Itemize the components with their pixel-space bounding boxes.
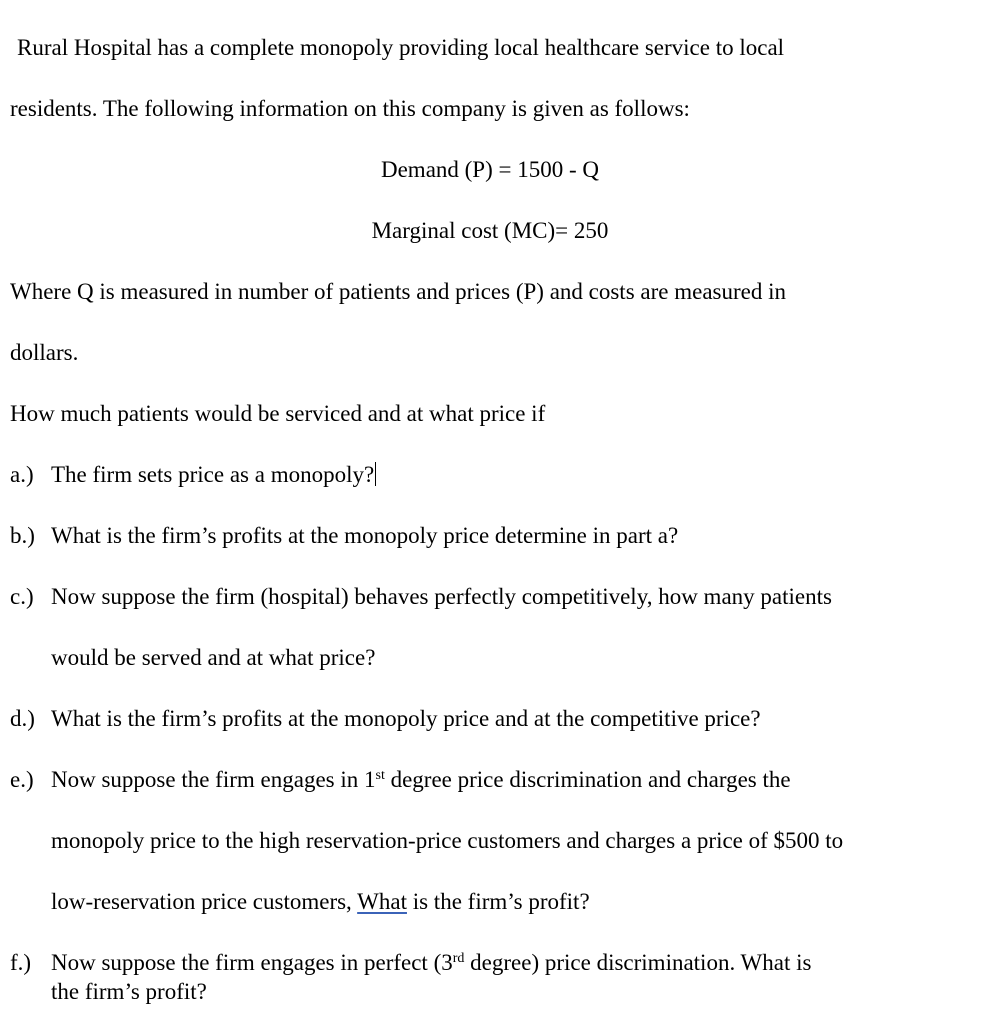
question-e-line-1-pre: Now suppose the firm engages in 1 bbox=[51, 767, 376, 792]
question-c bbox=[10, 583, 832, 611]
question-e-line-3-post: is the firm’s profit? bbox=[406, 889, 590, 914]
intro-line-1: Rural Hospital has a complete monopoly providing local healthcare service to local bbox=[17, 35, 785, 60]
question-f-superscript: rd bbox=[452, 951, 465, 966]
question-f-line-1-pre: Now suppose the firm engages in perfect (3 bbox=[51, 950, 453, 975]
question-b-text: What is the firm’s profits at the monopoly price determine in part a? bbox=[51, 523, 679, 548]
question-e-line-2: monopoly price to the high reservation-price customers and charges a price of $500 to bbox=[51, 828, 844, 853]
question-prompt: How much patients would be serviced and at what price if bbox=[10, 401, 546, 426]
spellcheck-underlined-word[interactable]: What bbox=[357, 889, 407, 914]
question-e-superscript: st bbox=[375, 768, 385, 783]
question-e-line-1-post: degree price discrimination and charges the bbox=[384, 767, 791, 792]
context-line-1: Where Q is measured in number of patients and prices (P) and costs are measured in bbox=[10, 279, 786, 304]
question-b-label: b.) bbox=[10, 523, 35, 548]
context-line-2: dollars. bbox=[10, 340, 79, 365]
question-c-line-2: would be served and at what price? bbox=[51, 645, 376, 670]
question-d bbox=[10, 705, 761, 733]
question-e-line-3-pre: low-reservation price customers, bbox=[51, 889, 358, 914]
question-e-line-3 bbox=[51, 888, 590, 916]
question-f bbox=[10, 949, 811, 977]
question-a-label: a.) bbox=[10, 462, 34, 487]
intro-line-2: residents. The following information on this company is given as follows: bbox=[10, 96, 690, 121]
question-f-line-2: the firm’s profit? bbox=[51, 979, 207, 1004]
text-cursor bbox=[375, 462, 376, 486]
question-a bbox=[10, 461, 376, 489]
question-d-text: What is the firm’s profits at the monopoly price and at the competitive price? bbox=[51, 706, 761, 731]
question-f-line-1-post: degree) price discrimination. What is bbox=[464, 950, 812, 975]
question-e bbox=[10, 766, 791, 794]
question-c-label: c.) bbox=[10, 584, 34, 609]
question-c-line-1: Now suppose the firm (hospital) behaves perfectly competitively, how many patients bbox=[51, 584, 832, 609]
question-f-label: f.) bbox=[10, 950, 32, 975]
question-b bbox=[10, 522, 678, 550]
question-a-text: The firm sets price as a monopoly? bbox=[51, 462, 375, 487]
question-d-label: d.) bbox=[10, 706, 35, 731]
demand-equation: Demand (P) = 1500 - Q bbox=[380, 157, 600, 182]
marginal-cost-equation: Marginal cost (MC)= 250 bbox=[371, 218, 609, 243]
question-e-label: e.) bbox=[10, 767, 34, 792]
